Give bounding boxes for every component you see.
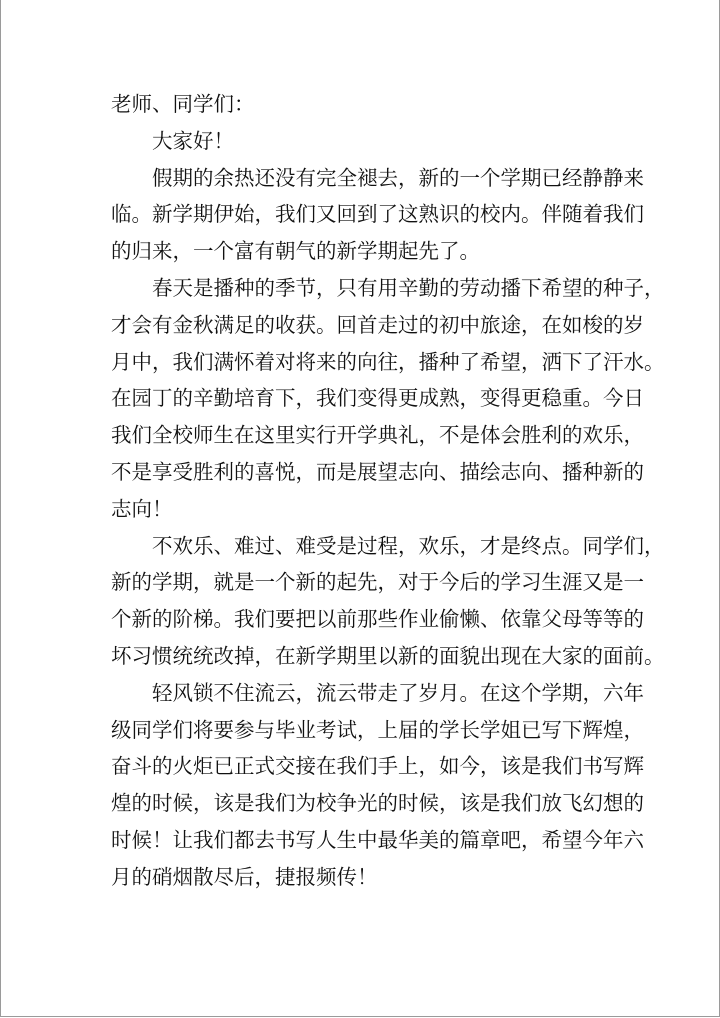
- text-line: 月中，我们满怀着对将来的向往，播种了希望，洒下了汗水。: [111, 349, 665, 374]
- text-line: 才会有金秋满足的收获。回首走过的初中旅途，在如梭的岁: [111, 312, 644, 337]
- text-line: 新的学期，就是一个新的起先，对于今后的学习生涯又是一: [111, 570, 644, 595]
- speech-text: [111, 86, 665, 896]
- text-line: 的归来，一个富有朝气的新学期起先了。: [111, 239, 480, 264]
- text-line: 个新的阶梯。我们要把以前那些作业偷懒、依靠父母等等的: [111, 607, 644, 632]
- text-line: 假期的余热还没有完全褪去，新的一个学期已经静静来: [152, 165, 644, 190]
- text-line: 坏习惯统统改掉，在新学期里以新的面貌出现在大家的面前。: [111, 643, 665, 668]
- text-line: 轻风锁不住流云，流云带走了岁月。在这个学期，六年: [152, 680, 644, 705]
- text-line: 志向！: [111, 496, 173, 521]
- text-line: 春天是播种的季节，只有用辛勤的劳动播下希望的种子，: [152, 275, 665, 300]
- text-line: 时候！让我们都去书写人生中最华美的篇章吧，希望今年六: [111, 827, 644, 852]
- text-line: 奋斗的火炬已正式交接在我们手上，如今，该是我们书写辉: [111, 754, 644, 779]
- text-line: 我们全校师生在这里实行开学典礼，不是体会胜利的欢乐，: [111, 423, 644, 448]
- salutation: [111, 86, 615, 123]
- paragraph-3: [111, 528, 665, 675]
- paragraph-4: [111, 675, 644, 896]
- text-line: 在园丁的辛勤培育下，我们变得更成熟，变得更稳重。今日: [111, 386, 644, 411]
- text-line: 月的硝烟散尽后，捷报频传！: [111, 864, 378, 889]
- text-line: 不是享受胜利的喜悦，而是展望志向、描绘志向、播种新的: [111, 459, 644, 484]
- salutation-line: 老师、同学们：: [111, 92, 255, 116]
- greeting: [111, 123, 615, 160]
- greeting-line: 大家好！: [152, 128, 234, 153]
- text-line: 不欢乐、难过、难受是过程，欢乐，才是终点。同学们，: [152, 533, 665, 558]
- text-line: 临。新学期伊始，我们又回到了这熟识的校内。伴随着我们: [111, 202, 644, 227]
- text-line: 级同学们将要参与毕业考试，上届的学长学姐已写下辉煌，: [111, 717, 644, 742]
- paragraph-1: [111, 160, 644, 270]
- text-line: 煌的时候，该是我们为校争光的时候，该是我们放飞幻想的: [111, 791, 644, 816]
- paragraph-2: [111, 270, 665, 528]
